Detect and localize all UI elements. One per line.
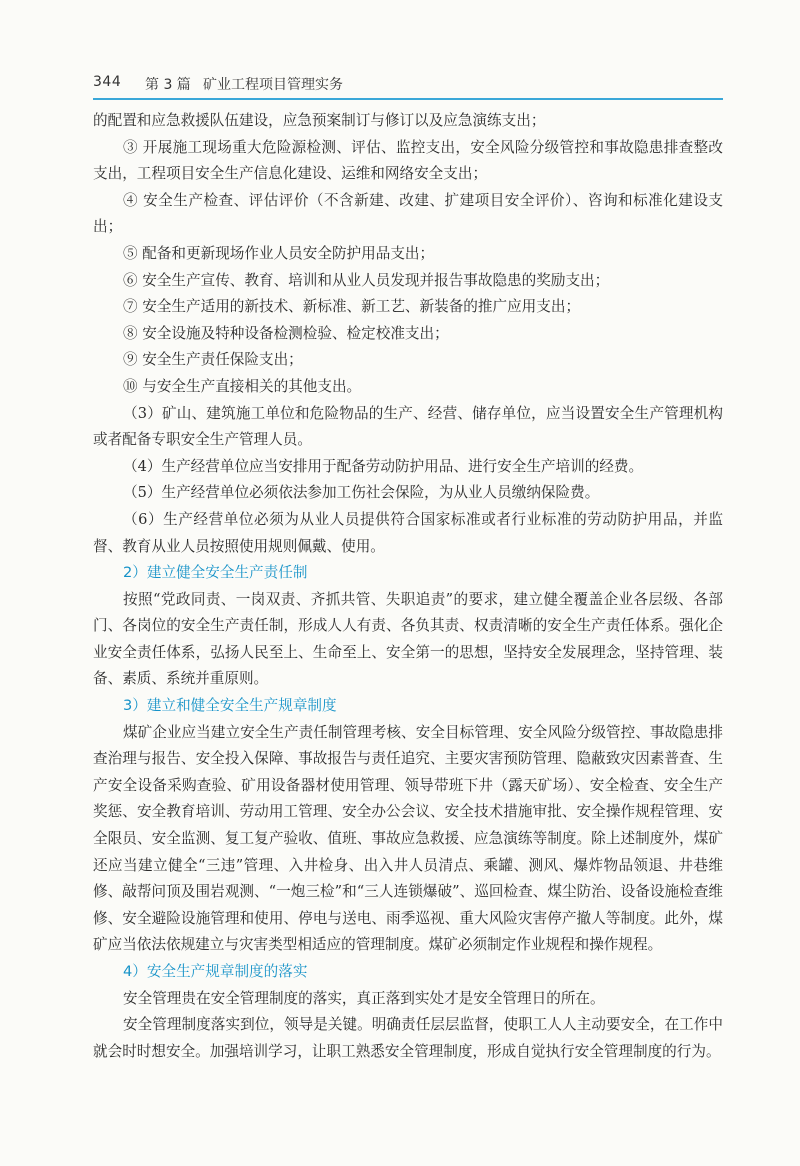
- paragraph: ⑩ 与安全生产直接相关的其他支出。: [123, 377, 362, 395]
- book-title: 矿业工程项目管理实务: [203, 77, 343, 93]
- paragraph: （5）生产经营单位必须依法参加工伤社会保险，为从业人员缴纳保险费。: [123, 484, 600, 502]
- paragraph: ③ 开展施工现场重大危险源检测、评估、监控支出，安全风险分级管控和事故隐患排查整改支出，工程项目安全生产信息化建设、运维和网络安全支出；: [93, 138, 723, 183]
- running-header: [93, 72, 723, 98]
- paragraph: 的配置和应急救援队伍建设，应急预案制订与修订以及应急演练支出；: [93, 112, 546, 129]
- paragraph: ⑤ 配备和更新现场作业人员安全防护用品支出；: [123, 244, 435, 262]
- paragraph: ⑦ 安全生产适用的新技术、新标准、新工艺、新装备的推广应用支出；: [123, 298, 581, 316]
- paragraph: （6）生产经营单位必须为从业人员提供符合国家标准或者行业标准的劳动防护用品，并监督、教育从业人员按照使用规则佩戴、使用。: [93, 510, 723, 555]
- paragraph: ④ 安全生产检查、评估评价（不含新建、改建、扩建项目安全评价）、咨询和标准化建设支出；: [93, 191, 723, 236]
- paragraph: 安全管理制度落实到位，领导是关键。明确责任层层监督，使职工人人主动要安全，在工作中就会时时想安全。加强培训学习，让职工熟悉安全管理制度，形成自觉执行安全管理制度的行为。: [93, 1016, 723, 1060]
- body-text: [93, 108, 723, 1065]
- paragraph: （3）矿山、建筑施工单位和危险物品的生产、经营、储存单位，应当设置安全生产管理机构或者配备专职安全生产管理人员。: [93, 404, 723, 449]
- section-heading: 2）建立健全安全生产责任制: [123, 564, 308, 582]
- paragraph: 安全管理贵在安全管理制度的落实，真正落到实处才是安全管理日的所在。: [123, 989, 605, 1007]
- part-label: 第 3 篇: [145, 77, 191, 93]
- page-number: 344: [93, 74, 122, 90]
- paragraph: ⑥ 安全生产宣传、教育、培训和从业人员发现并报告事故隐患的奖励支出；: [123, 271, 610, 289]
- header-rule: [93, 98, 723, 100]
- paragraph: 按照“党政同责、一岗双责、齐抓共管、失职追责”的要求，建立健全覆盖企业各层级、各部门、各岗位的安全生产责任制，形成人人有责、各负其责、权责清晰的安全生产责任体系。强化企业安全责任体系，弘扬人民至上、生命至上、安全第一的思想，坚持安全发展理念，坚持管理、装备、素质、系统并重原则。: [93, 590, 723, 688]
- section-heading: 4）安全生产规章制度的落实: [123, 963, 308, 980]
- paragraph: 煤矿企业应当建立安全生产责任制管理考核、安全目标管理、安全风险分级管控、事故隐患排查治理与报告、安全投入保障、事故报告与责任追究、主要灾害预防管理、隐蔽致灾因素普查、生产安全设备采购查验、矿用设备器材使用管理、领导带班下井（露天矿场）、安全检查、安全生产奖惩、安全教育培训、劳动用工管理、安全办公会议、安全技术措施审批、安全操作规程管理、安全限员、安全监测、复工复产验收、值班、事故应急救援、应急演练等制度。除上述制度外，煤矿还应当建立健全“三违”管理、入井检身、出入井人员清点、乘罐、测风、爆炸物品领退、井巷维修、敲帮问顶及围岩观测、“一炮三检”和“三人连锁爆破”、巡回检查、煤尘防治、设备设施检查维修、安全避险设施管理和使用、停电与送电、雨季巡视、重大风险灾害停产撤人等制度。此外，煤矿应当依法依规建立与灾害类型相适应的管理制度。煤矿必须制定作业规程和操作规程。: [93, 723, 723, 954]
- paragraph: ⑧ 安全设施及特种设备检测检验、检定校准支出；: [123, 324, 449, 342]
- paragraph: ⑨ 安全生产责任保险支出；: [123, 351, 303, 369]
- section-heading: 3）建立和健全安全生产规章制度: [123, 697, 337, 715]
- paragraph: （4）生产经营单位应当安排用于配备劳动防护用品、进行安全生产培训的经费。: [123, 457, 644, 475]
